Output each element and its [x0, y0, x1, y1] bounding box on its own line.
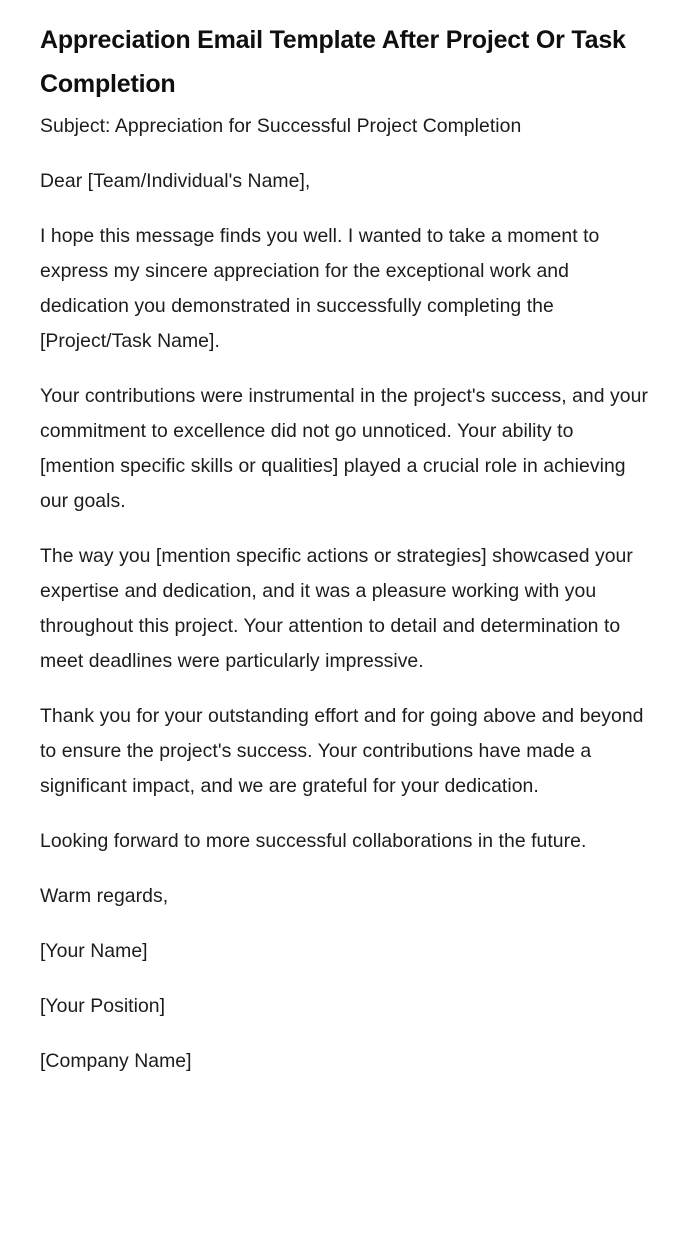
- email-greeting: Dear [Team/Individual's Name],: [40, 170, 311, 192]
- document-title: Appreciation Email Template After Project Or Task Completion: [40, 26, 626, 98]
- body-paragraph: Looking forward to more successful collaborations in the future.: [40, 830, 587, 852]
- signature-position: [Your Position]: [40, 995, 166, 1017]
- signature-name: [Your Name]: [40, 940, 148, 962]
- signature-company: [Company Name]: [40, 1050, 192, 1072]
- body-paragraph: Thank you for your outstanding effort and for going above and beyond to ensure the project's success. Your contributions have made a significant impact, and we are grateful for your dedication.: [40, 705, 644, 797]
- body-paragraph: The way you [mention specific actions or strategies] showcased your expertise and dedication, and it was a pleasure working with you throughout this project. Your attention to detail and determination to meet deadlines were particularly impressive.: [40, 545, 633, 672]
- body-paragraph: I hope this message finds you well. I wanted to take a moment to express my sincere appreciation for the exceptional work and dedication you demonstrated in successfully completing the [Project/Task Name].: [40, 225, 600, 352]
- email-closing: Warm regards,: [40, 885, 169, 907]
- email-subject-line: Subject: Appreciation for Successful Project Completion: [40, 115, 522, 137]
- email-template-document: [40, 18, 650, 1099]
- body-paragraph: Your contributions were instrumental in the project's success, and your commitment to excellence did not go unnoticed. Your ability to [mention specific skills or qualities] played a crucial role in achieving our goals.: [40, 385, 648, 512]
